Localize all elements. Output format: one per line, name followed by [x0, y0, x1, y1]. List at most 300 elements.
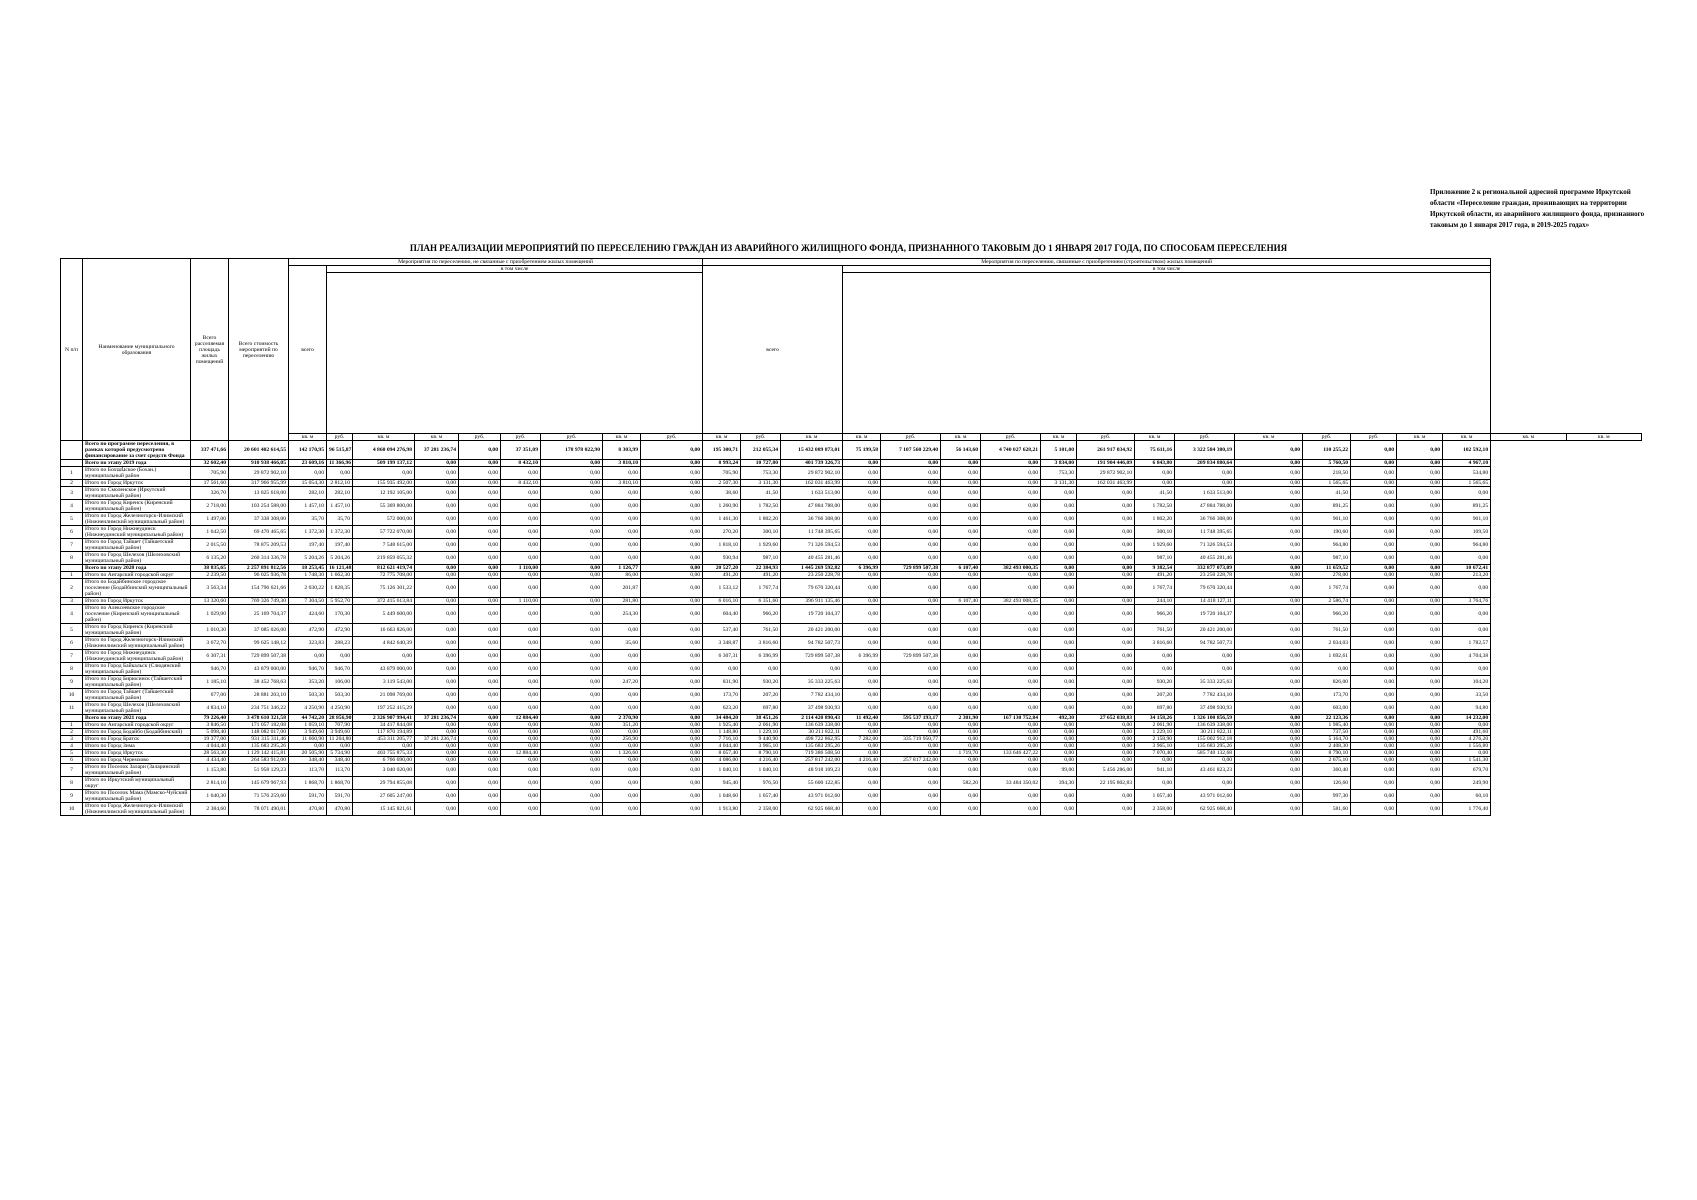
table-cell: 0,00 — [1235, 552, 1303, 565]
table-cell: 0,00 — [941, 663, 981, 676]
table-cell: 0,00 — [1351, 676, 1397, 689]
table-cell: 8 790,10 — [1303, 750, 1351, 757]
table-cell: 0,00 — [327, 743, 353, 750]
table-cell: 0,00 — [459, 513, 501, 526]
table-cell: 8 432,10 — [501, 460, 541, 467]
table-cell: 0,00 — [1397, 803, 1443, 816]
table-cell: 19 720 104,37 — [781, 605, 843, 624]
table-cell: 930,20 — [741, 676, 781, 689]
table-cell: 0,00 — [1351, 526, 1397, 539]
table-cell: 6 396,99 — [843, 565, 881, 572]
table-cell: 337 471,66 — [191, 441, 229, 460]
table-cell: 0,00 — [415, 750, 459, 757]
table-cell: 0,00 — [941, 467, 981, 480]
table-cell: 705,90 — [191, 467, 229, 480]
unit-cell: кв. м — [781, 434, 843, 441]
table-cell: 0,00 — [1351, 598, 1397, 605]
table-cell: 7 282,00 — [843, 736, 881, 743]
table-cell: 71 576 259,60 — [229, 790, 289, 803]
table-cell: 0,00 — [941, 624, 981, 637]
table-cell: 3 — [61, 598, 83, 605]
table-cell: 0,00 — [1351, 460, 1397, 467]
table-cell: 0,00 — [941, 702, 981, 715]
table-cell: 946,70 — [327, 663, 353, 676]
table-cell: 0,00 — [541, 689, 603, 702]
table-cell: 197 252 415,29 — [353, 702, 415, 715]
table-cell: 930,20 — [1135, 676, 1175, 689]
table-cell: 0,00 — [1351, 689, 1397, 702]
unit-cell: кв. м — [941, 434, 981, 441]
table-cell: 1 — [61, 572, 83, 579]
table-cell: 1 048,60 — [703, 790, 741, 803]
table-cell: 43 879 000,00 — [353, 663, 415, 676]
table-cell: 167 130 752,84 — [981, 715, 1041, 722]
table-cell: 0,00 — [501, 743, 541, 750]
table-cell: 0,00 — [459, 605, 501, 624]
table-cell: 10 — [61, 803, 83, 816]
table-cell: 0,00 — [641, 552, 703, 565]
table-cell: 0,00 — [1235, 764, 1303, 777]
table-cell: 0,00 — [459, 460, 501, 467]
table-row — [61, 715, 1642, 722]
table-cell: 0,00 — [843, 790, 881, 803]
table-cell: 0,00 — [981, 790, 1041, 803]
table-cell: 964,80 — [1303, 539, 1351, 552]
table-cell: 20 527,20 — [703, 565, 741, 572]
table-row — [61, 743, 1642, 750]
table-cell: 0,00 — [1397, 513, 1443, 526]
table-cell: 27 605 247,00 — [353, 790, 415, 803]
table-cell: 3 040 020,00 — [353, 764, 415, 777]
table-cell: 0,00 — [541, 722, 603, 729]
table-cell: 0,00 — [641, 487, 703, 500]
table-cell: 37 281 236,74 — [415, 441, 459, 460]
table-cell: 35,70 — [289, 513, 327, 526]
table-cell: 0,00 — [881, 750, 941, 757]
table-cell: 353,20 — [289, 676, 327, 689]
table-row — [61, 579, 1642, 598]
table-cell: 7 782 434,10 — [1175, 689, 1235, 702]
table-cell: 0,00 — [541, 460, 603, 467]
table-cell: 37 498 930,93 — [781, 702, 843, 715]
table-cell: 0,00 — [415, 729, 459, 736]
table-cell: 0,00 — [941, 552, 981, 565]
table-cell: 0,00 — [1443, 624, 1491, 637]
table-cell: 41,50 — [1135, 487, 1175, 500]
table-cell: 0,00 — [501, 722, 541, 729]
table-cell: 2 814,10 — [191, 777, 229, 790]
table-cell: Итого по Город Иркутск — [83, 598, 191, 605]
table-cell: 335 719 950,77 — [881, 736, 941, 743]
table-cell: 0,00 — [459, 500, 501, 513]
table-cell: 1 153,80 — [191, 764, 229, 777]
table-cell: 3 — [61, 487, 83, 500]
table-cell: 0,00 — [459, 572, 501, 579]
table-cell: 0,00 — [1397, 598, 1443, 605]
table-cell: 0,00 — [415, 579, 459, 598]
table-cell: 0,00 — [1397, 572, 1443, 579]
g2-total: всего — [703, 266, 843, 434]
table-cell: 4 216,40 — [843, 757, 881, 764]
table-cell: 0,00 — [941, 757, 981, 764]
table-cell: 0,00 — [741, 663, 781, 676]
table-cell: 0,00 — [843, 637, 881, 650]
table-cell: 56 143,60 — [941, 441, 981, 460]
table-cell: 11 366,96 — [327, 460, 353, 467]
table-cell: 2 384,60 — [191, 803, 229, 816]
table-cell: 0,00 — [501, 539, 541, 552]
table-cell: 55 369 800,00 — [353, 500, 415, 513]
table-cell: 0,00 — [941, 637, 981, 650]
table-row — [61, 803, 1642, 816]
table-cell: 901,10 — [1443, 513, 1491, 526]
table-cell: 0,00 — [1077, 736, 1135, 743]
table-cell: 1 633 513,00 — [781, 487, 843, 500]
table-cell: 0,00 — [501, 467, 541, 480]
table-cell: Итого по Город Нижнеудинск (Нижнеудинский муниципальный район) — [83, 650, 191, 663]
table-row — [61, 663, 1642, 676]
table-cell: 96 025 936,78 — [229, 572, 289, 579]
table-cell: 35 333 225,63 — [781, 676, 843, 689]
table-cell: 0,00 — [459, 689, 501, 702]
table-cell: 94 782 507,73 — [781, 637, 843, 650]
table-row — [61, 729, 1642, 736]
table-cell: 0,00 — [415, 467, 459, 480]
table-cell: 492,30 — [1041, 715, 1077, 722]
table-cell: 209 834 880,64 — [1175, 460, 1235, 467]
table-cell: Всего по этапу 2021 года — [83, 715, 191, 722]
table-cell: 0,00 — [459, 650, 501, 663]
table-cell: Итого по Город Тайшет (Тайшетский муниципальный район) — [83, 689, 191, 702]
table-cell: 11 748 395,65 — [781, 526, 843, 539]
table-cell: 9 382,54 — [1135, 565, 1175, 572]
table-cell: 0,00 — [1077, 650, 1135, 663]
table-cell: 201,87 — [603, 579, 641, 598]
table-cell: 207,20 — [1135, 689, 1175, 702]
table-cell: 22 384,93 — [741, 565, 781, 572]
table-cell: 44 742,20 — [289, 715, 327, 722]
table-cell: 41,50 — [1303, 487, 1351, 500]
table-cell: 0,00 — [1235, 467, 1303, 480]
unit-cell: руб. — [1077, 434, 1135, 441]
table-cell: 288,23 — [327, 637, 353, 650]
table-cell: 0,00 — [1443, 663, 1491, 676]
table-cell: 1 497,00 — [191, 513, 229, 526]
table-cell: 78 071 490,01 — [229, 803, 289, 816]
table-cell: 0,00 — [415, 500, 459, 513]
table-cell: 142 170,95 — [289, 441, 327, 460]
table-cell: Итого по Город Бодайбо (Бодайбинский) — [83, 729, 191, 736]
table-cell: 7 — [61, 539, 83, 552]
table-cell: 976,50 — [741, 777, 781, 790]
table-cell: 0,00 — [641, 441, 703, 460]
table-cell: 0,00 — [501, 579, 541, 598]
table-cell: 218,50 — [1303, 467, 1351, 480]
table-row — [61, 500, 1642, 513]
table-cell: 582,20 — [941, 777, 981, 790]
table-cell: 0,00 — [415, 663, 459, 676]
table-cell: 0,00 — [1443, 487, 1491, 500]
table-cell: 0,00 — [881, 572, 941, 579]
table-cell: 219 859 055,32 — [353, 552, 415, 565]
table-cell: 0,00 — [981, 467, 1041, 480]
table-cell: 0,00 — [415, 777, 459, 790]
table-cell: 1 662,30 — [327, 572, 353, 579]
table-cell: 0,00 — [1351, 715, 1397, 722]
table-cell: 0,00 — [1135, 777, 1175, 790]
table-cell: 0,00 — [641, 689, 703, 702]
table-cell: 0,00 — [501, 572, 541, 579]
table-cell: 0,00 — [1077, 487, 1135, 500]
table-cell: Всего по этапу 2020 года — [83, 565, 191, 572]
table-cell: 697,80 — [741, 702, 781, 715]
table-cell: 197,40 — [327, 539, 353, 552]
table-cell: 0,00 — [1077, 579, 1135, 598]
table-cell: 256,90 — [603, 736, 641, 743]
table-cell: 7 782 434,10 — [781, 689, 843, 702]
table-cell: 0,00 — [1235, 500, 1303, 513]
table-cell: 0,00 — [1041, 689, 1077, 702]
table-cell: 0,00 — [541, 624, 603, 637]
table-cell: 0,00 — [1351, 764, 1397, 777]
table-cell: 0,00 — [641, 715, 703, 722]
table-cell: 0,00 — [415, 480, 459, 487]
table-cell: 7 — [61, 650, 83, 663]
table-cell: 0,00 — [603, 764, 641, 777]
table-cell: 36 766 308,00 — [1175, 513, 1235, 526]
table-cell: 34 158,26 — [1135, 715, 1175, 722]
table-cell: 591,70 — [327, 790, 353, 803]
table-cell: 0,00 — [415, 460, 459, 467]
table-cell: 257 817 242,00 — [781, 757, 843, 764]
table-cell: 0,00 — [459, 552, 501, 565]
table-cell: 6 396,99 — [843, 650, 881, 663]
table-cell: 0,00 — [641, 750, 703, 757]
table-cell: Итого по Город Иркутск — [83, 480, 191, 487]
table-cell: Итого по Алексеевское городское поселение (Киренский муниципальный район) — [83, 605, 191, 624]
table-cell: 0,00 — [1397, 624, 1443, 637]
table-cell: 509 199 137,12 — [353, 460, 415, 467]
table-cell — [61, 441, 83, 460]
table-cell: Итого по Город Киренск (Киренский муниципальный район) — [83, 500, 191, 513]
table-cell: 0,00 — [353, 650, 415, 663]
table-cell: 43 971 012,60 — [1175, 790, 1235, 803]
table-cell: 891,25 — [1443, 500, 1491, 513]
table-cell: 0,00 — [1175, 757, 1235, 764]
table-cell: 3 816,60 — [1135, 637, 1175, 650]
table-cell: 0,00 — [1235, 715, 1303, 722]
table-cell: 207,20 — [741, 689, 781, 702]
resettlement-plan-table — [60, 258, 1642, 816]
table-cell: 0,00 — [941, 579, 981, 598]
table-cell: 1 818,10 — [703, 539, 741, 552]
table-cell: 234 751 346,22 — [229, 702, 289, 715]
table-cell: 0,00 — [641, 480, 703, 487]
table-cell: 0,00 — [1351, 480, 1397, 487]
table-cell: 38,60 — [703, 487, 741, 500]
table-cell: 35,70 — [327, 513, 353, 526]
table-cell: 0,00 — [1041, 637, 1077, 650]
table-cell: 40 455 281,46 — [781, 552, 843, 565]
table-cell: 0,00 — [1397, 757, 1443, 764]
table-cell: 0,00 — [1041, 598, 1077, 605]
table-cell: 99 625 148,12 — [229, 637, 289, 650]
table-cell: 498 722 862,95 — [781, 736, 843, 743]
table-cell: 0,00 — [981, 736, 1041, 743]
table-cell: 28 881 203,10 — [229, 689, 289, 702]
table-cell: 0,00 — [1351, 790, 1397, 803]
table-cell: 0,00 — [1041, 650, 1077, 663]
table-cell: 394,30 — [1041, 777, 1077, 790]
table-cell: 0,00 — [415, 598, 459, 605]
table-cell: 348,40 — [289, 757, 327, 764]
table-cell: Итого по Город Шелехов (Шелеховский муниципальный район) — [83, 552, 191, 565]
table-cell: 0,00 — [541, 676, 603, 689]
table-cell: 1 057,40 — [741, 790, 781, 803]
table-cell: 0,00 — [415, 702, 459, 715]
table-row — [61, 637, 1642, 650]
unit-cell: кв. м — [289, 434, 327, 441]
col-num: N п/п — [61, 259, 83, 441]
table-cell: 581,60 — [1303, 803, 1351, 816]
table-cell: 0,00 — [415, 552, 459, 565]
table-cell: 0,00 — [1351, 743, 1397, 750]
table-cell: 264 583 912,00 — [229, 757, 289, 764]
table-cell: 0,00 — [1397, 676, 1443, 689]
table-cell: 135 683 295,26 — [781, 743, 843, 750]
table-cell: 0,00 — [1397, 663, 1443, 676]
table-cell: 0,00 — [1351, 579, 1397, 598]
table-cell: 48 918 109,23 — [781, 764, 843, 777]
table-cell: 0,00 — [1397, 539, 1443, 552]
table-cell: 2 718,00 — [191, 500, 229, 513]
table-cell: 0,00 — [1235, 676, 1303, 689]
table-cell: 0,00 — [603, 803, 641, 816]
table-cell: 0,00 — [941, 803, 981, 816]
table-cell: 62 925 668,40 — [781, 803, 843, 816]
table-cell: 4 967,10 — [1443, 460, 1491, 467]
table-cell: 0,00 — [1135, 467, 1175, 480]
table-cell: 503,30 — [289, 689, 327, 702]
table-cell: 38 451,26 — [741, 715, 781, 722]
table-cell: 43 971 012,60 — [781, 790, 843, 803]
table-cell: 1 925,40 — [703, 722, 741, 729]
table-cell: 29 794 855,08 — [353, 777, 415, 790]
table-cell: 0,00 — [781, 663, 843, 676]
table-cell: 0,00 — [1235, 624, 1303, 637]
table-cell: 75 199,58 — [843, 441, 881, 460]
table-cell: 585 740 132,68 — [1175, 750, 1235, 757]
table-cell: 20 421 200,00 — [781, 624, 843, 637]
table-cell: 79 670 320,44 — [781, 579, 843, 598]
table-cell: 1 461,30 — [703, 513, 741, 526]
table-cell: 0,00 — [541, 552, 603, 565]
table-cell: 4 — [61, 605, 83, 624]
table-cell: Итого по Поселок Залари (Заларинский муниципальный район) — [83, 764, 191, 777]
table-cell: 0,00 — [289, 743, 327, 750]
table-cell: 0,00 — [501, 757, 541, 764]
table-cell: 28 856,90 — [327, 715, 353, 722]
table-cell: 697,80 — [1135, 702, 1175, 715]
table-cell: 0,00 — [353, 467, 415, 480]
table-cell: 278,00 — [1303, 572, 1351, 579]
table-cell: 0,00 — [1397, 500, 1443, 513]
table-cell: 0,00 — [1077, 663, 1135, 676]
table-cell: 94,80 — [1443, 702, 1491, 715]
table-cell: 0,00 — [941, 460, 981, 467]
table-cell: 0,00 — [843, 743, 881, 750]
table-cell: 2 061,90 — [1135, 722, 1175, 729]
table-cell: 23 250 228,78 — [1175, 572, 1235, 579]
table-cell: 604,40 — [703, 605, 741, 624]
table-cell: 0,00 — [1041, 790, 1077, 803]
table-cell: 0,00 — [1443, 579, 1491, 598]
table-cell: 0,00 — [843, 764, 881, 777]
table-cell: 0,00 — [1351, 650, 1397, 663]
table-cell: 0,00 — [941, 487, 981, 500]
table-cell: 281,80 — [603, 598, 641, 605]
table-cell: 753,30 — [741, 467, 781, 480]
table-cell: 34 484,20 — [703, 715, 741, 722]
table-cell: 40 455 281,46 — [1175, 552, 1235, 565]
table-cell: 6 307,31 — [703, 650, 741, 663]
table-cell: 5 760,50 — [1303, 460, 1351, 467]
table-cell: 0,00 — [881, 526, 941, 539]
table-cell: 6 843,80 — [1135, 460, 1175, 467]
table-cell: 0,00 — [941, 480, 981, 487]
table-cell: 0,00 — [1397, 702, 1443, 715]
table-cell: 0,00 — [641, 637, 703, 650]
table-cell: 6 107,40 — [941, 598, 981, 605]
table-cell: 0,00 — [501, 777, 541, 790]
table-cell: 0,00 — [1397, 715, 1443, 722]
table-cell: 2 358,00 — [1135, 803, 1175, 816]
table-cell: 0,00 — [1397, 441, 1443, 460]
table-cell: 27 652 038,83 — [1077, 715, 1135, 722]
table-cell: 282,10 — [327, 487, 353, 500]
table-row — [61, 605, 1642, 624]
table-cell: 1 692,61 — [1303, 650, 1351, 663]
table-cell: 0,00 — [1077, 539, 1135, 552]
table-cell: 16 663 826,00 — [353, 624, 415, 637]
table-cell: 0,00 — [981, 460, 1041, 467]
g1-total: всего — [289, 266, 327, 434]
table-cell: 33 484 350,02 — [981, 777, 1041, 790]
table-cell: 0,00 — [881, 624, 941, 637]
table-cell: 372 415 613,84 — [353, 598, 415, 605]
table-cell: 0,00 — [1397, 777, 1443, 790]
table-cell: 0,00 — [459, 663, 501, 676]
table-cell: 987,10 — [1303, 552, 1351, 565]
table-cell: 0,00 — [843, 480, 881, 487]
table-cell: 0,00 — [1235, 460, 1303, 467]
table-cell: 4 250,90 — [327, 702, 353, 715]
table-cell: 0,00 — [843, 552, 881, 565]
table-cell: 0,00 — [459, 676, 501, 689]
table-cell: 126,60 — [1303, 777, 1351, 790]
table-cell: 135 683 295,26 — [1175, 743, 1235, 750]
table-cell: 0,00 — [501, 552, 541, 565]
table-cell: 3 965,10 — [1135, 743, 1175, 750]
table-cell: 38 452 768,63 — [229, 676, 289, 689]
table-cell: 595 537 193,17 — [881, 715, 941, 722]
table-cell: 2 114 420 890,43 — [781, 715, 843, 722]
table-cell: 8 303,99 — [603, 441, 641, 460]
table-cell: 0,00 — [459, 624, 501, 637]
table-cell: 35 333 225,63 — [1175, 676, 1235, 689]
table-cell: Итого по Город Бирюсинск (Тайшетский муниципальный район) — [83, 676, 191, 689]
table-cell: 396 911 135,46 — [781, 598, 843, 605]
